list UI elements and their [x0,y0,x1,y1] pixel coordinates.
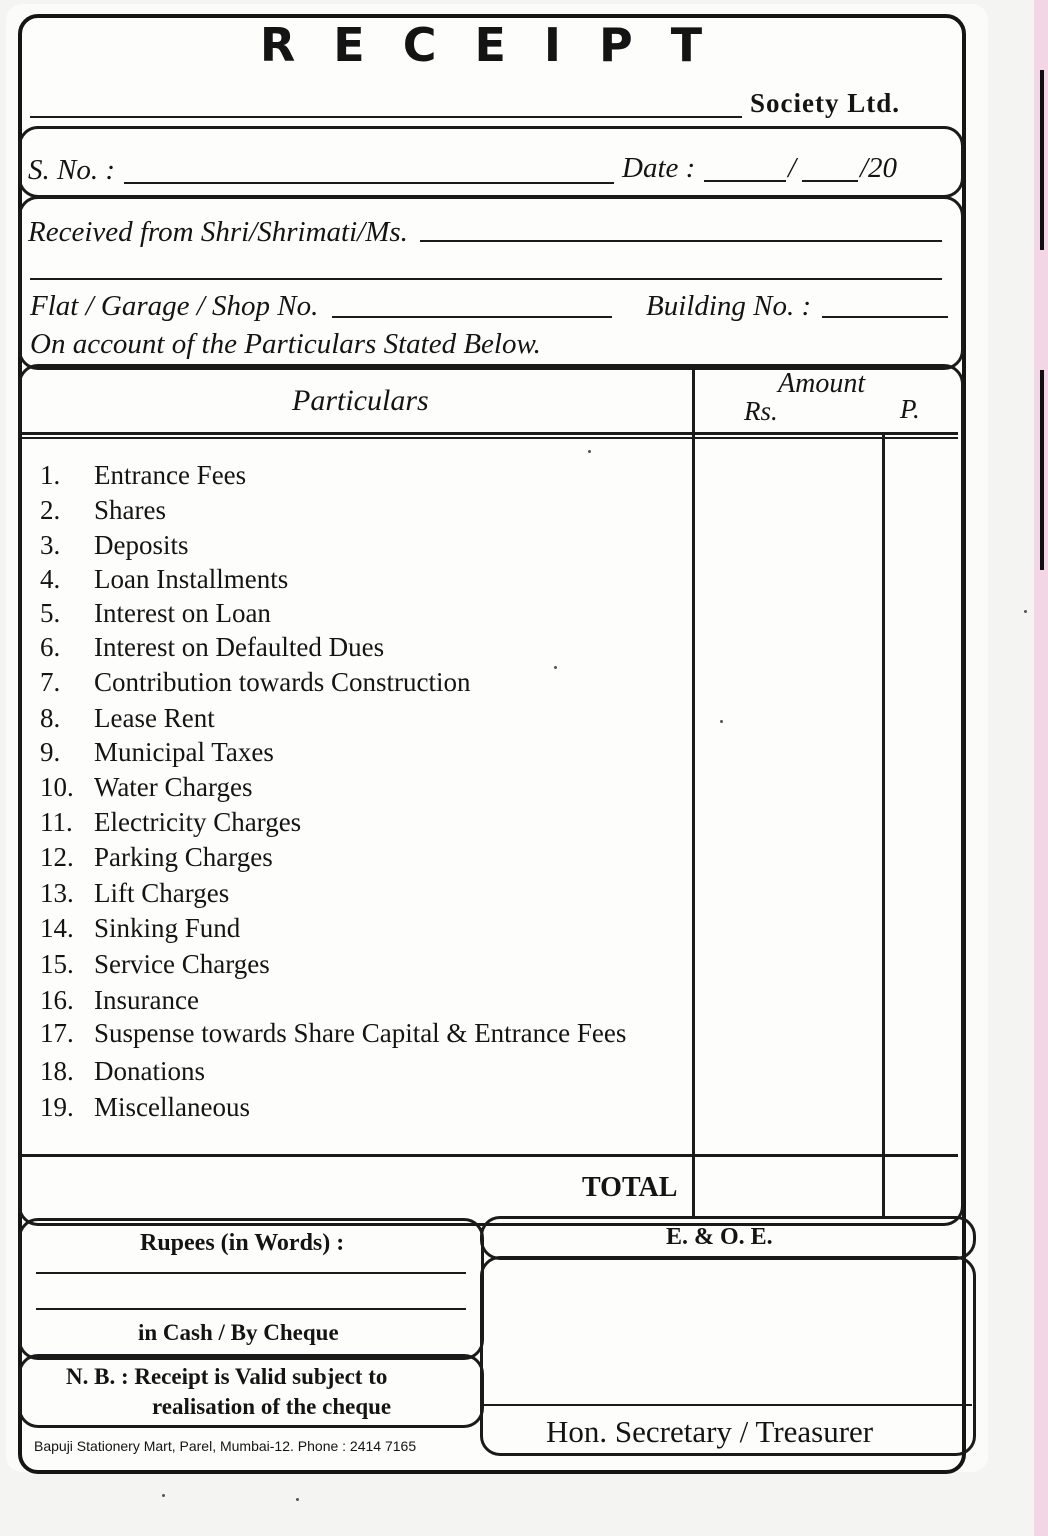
printer-credit: Bapuji Stationery Mart, Parel, Mumbai-12. Phone : 2414 7165 [34,1438,417,1454]
list-item: 16. Insurance [40,985,199,1015]
edge-mark [1040,370,1044,570]
flat-label: Flat / Garage / Shop No. [30,290,319,322]
particulars-header: Particulars [292,384,429,417]
receipt-title: RECEIPT [259,18,741,72]
total-row-divider [20,1154,958,1157]
serial-date-band [18,126,964,198]
list-item: 1. Entrance Fees [40,460,247,490]
total-rupees-cell[interactable] [696,1210,880,1211]
rupees-header: Rs. [744,396,778,426]
total-paise-cell[interactable] [886,1210,954,1211]
list-item: 6. Interest on Defaulted Dues [40,632,385,662]
payment-mode: in Cash / By Cheque [138,1320,339,1345]
amount-in-words-field[interactable] [36,1272,466,1274]
society-suffix: Society Ltd. [750,88,900,118]
building-label: Building No. : [646,290,812,322]
table-header-divider [20,432,958,435]
receipt-sheet [6,4,988,1472]
list-item: 2. Shares [40,495,166,525]
received-from-field[interactable] [420,240,942,242]
paper-speck [554,666,557,669]
paper-speck [296,1498,299,1501]
date-day-field[interactable] [704,180,786,182]
paise-header: P. [900,394,920,424]
date-separator: / [788,152,797,184]
list-item: 3. Deposits [40,530,189,560]
amount-column-divider [692,370,695,1216]
list-item: 19. Miscellaneous [40,1092,250,1122]
building-number-field[interactable] [822,316,948,318]
edge-mark [1040,70,1044,250]
list-item: 17. Suspense towards Share Capital & Entrance Fees [40,1018,627,1048]
date-year-prefix: /20 [860,152,898,184]
list-item: 10. Water Charges [40,772,253,802]
amount-header: Amount [778,368,866,399]
society-name-line[interactable] [30,116,742,118]
list-item: 8. Lease Rent [40,703,215,733]
on-account-label: On account of the Particulars Stated Below. [30,328,541,360]
list-item: 11. Electricity Charges [40,807,302,837]
adjacent-page-edge [1034,0,1048,1536]
paper-speck [588,450,591,453]
eoe-note: E. & O. E. [666,1224,773,1250]
received-from-label: Received from Shri/Shrimati/Ms. [28,216,408,248]
total-label: TOTAL [582,1172,678,1203]
nb-line-2: realisation of the cheque [152,1394,392,1419]
list-item: 5. Interest on Loan [40,598,271,628]
list-item: 4. Loan Installments [40,564,289,594]
list-item: 13. Lift Charges [40,878,230,908]
list-item: 14. Sinking Fund [40,913,241,943]
date-month-field[interactable] [802,180,858,182]
list-item: 7. Contribution towards Construction [40,667,471,697]
list-item: 9. Municipal Taxes [40,737,274,767]
date-label: Date : [622,152,696,184]
rupees-in-words-label: Rupees (in Words) : [140,1230,345,1256]
list-item: 12. Parking Charges [40,842,273,872]
serial-number-field[interactable] [124,182,614,184]
signature-divider [482,1404,972,1406]
amount-in-words-field-line-2[interactable] [36,1308,466,1310]
nb-line-1: N. B. : Receipt is Valid subject to [66,1364,388,1389]
paper-speck [720,720,723,723]
list-item: 15. Service Charges [40,949,270,979]
paper-speck [1024,610,1027,613]
list-item: 18. Donations [40,1056,205,1086]
flat-number-field[interactable] [332,316,612,318]
paper-speck [162,1494,165,1497]
received-from-field-line-2[interactable] [30,278,942,280]
paise-column-divider [882,434,885,1216]
table-header-divider-double [20,437,958,439]
signatory-label: Hon. Secretary / Treasurer [546,1414,874,1449]
serial-label: S. No. : [28,154,115,186]
